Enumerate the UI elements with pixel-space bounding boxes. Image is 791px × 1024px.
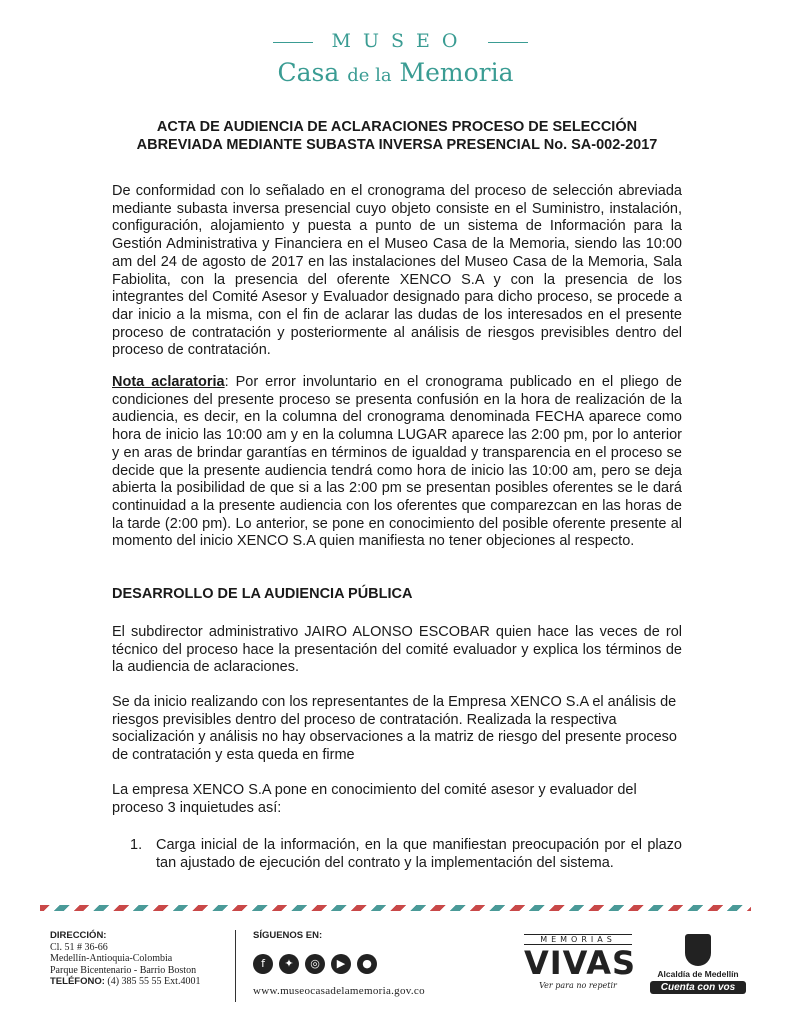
social-icons: [253, 954, 425, 974]
vivas-top-text: MEMORIAS: [524, 934, 632, 945]
title-line-1: ACTA DE AUDIENCIA DE ACLARACIONES PROCESO DE SELECCIÓN: [156, 119, 638, 135]
phone-label: TELÉFONO:: [50, 976, 105, 988]
nota-label: Nota aclaratoria: [112, 374, 225, 390]
social-label: SÍGUENOS EN:: [253, 930, 323, 941]
vivas-main-text: VIVAS: [524, 944, 637, 982]
vivas-tagline: Ver para no repetir: [539, 981, 617, 990]
facebook-icon[interactable]: f: [253, 954, 273, 974]
address-line-3: Parque Bicentenario - Barrio Boston: [50, 964, 197, 976]
list-item-text: Carga inicial de la información, en la que manifiestan preocupación por el plazo tan ajustado de ejecución del contrato y la implementación del sistema.: [156, 837, 682, 871]
instagram-icon[interactable]: ◎: [305, 954, 325, 974]
footer-address: [50, 930, 200, 988]
document-title: [112, 118, 682, 154]
logo-museo-text: MUSEO: [10, 30, 791, 52]
cuenta-con-vos-badge: Cuenta con vos: [650, 981, 746, 994]
list-item-number: 1.: [130, 837, 143, 853]
paragraph-subdirector: El subdirector administrativo JAIRO ALONSO ESCOBAR quien hace las veces de rol técnico del proceso hace la presentación del comité evaluador y explica los términos de la audiencia de aclaraciones.: [112, 624, 682, 676]
section-heading: DESARROLLO DE LA AUDIENCIA PÚBLICA: [112, 586, 413, 602]
logo-casa-text: Casa de la Memoria: [277, 58, 514, 87]
footer-divider: [235, 930, 236, 1002]
memorias-vivas-logo: [524, 934, 637, 990]
paragraph-intro: De conformidad con lo señalado en el cronograma del proceso de selección abreviada mediante subasta inversa presencial cuyo objeto consiste en el Suministro, instalación, configuración, alojamiento y puesta a punto de un sistema de Información para la Gestión Administrativa y Financiera en el Museo Casa de la Memoria, siendo las 10:00 am del 24 de agosto de 2017 en las instalaciones del Museo Casa de la Memoria, Sala Fabiolita, con la presencia del oferente XENCO S.A y con la presencia de los integrantes del Comité Asesor y Evaluador designado para dicho proceso, se procede a dar inicio a la misma, con el fin de aclarar las dudas de los interesados en el presente proceso de contratación y posteriormente al análisis de riesgos previsibles dentro del proceso de contratación.: [112, 183, 682, 359]
nota-text: : Por error involuntario en el cronograma publicado en el pliego de condiciones del presente proceso se presenta confusión en la hora de realización de la audiencia, es decir, en la columna del cronograma denominada FECHA aparece como hora de inicio las 10:00 am y en la columna LUGAR aparece las 2:00 pm, por lo anterior y en aras de brindar garantías en términos de igualdad y transparencia en el proceso se decide que la presente audiencia tendrá como hora de inicio las 10:00 am, pero se deja abierta la posibilidad de que si a las 2:00 pm se presentan posibles oferentes se le dará continuidad a la presente audiencia con los oferentes que comparezcan en las horas de la tarde (2:00 pm). Lo anterior, se pone en conocimiento del posible oferente presente al momento del inicio XENCO S.A quien manifiesta no tener objeciones al respecto.: [112, 374, 682, 550]
coat-of-arms-icon: [685, 934, 711, 966]
logo-rule-left: [273, 42, 313, 43]
phone-value: (4) 385 55 55 Ext.4001: [104, 976, 201, 988]
paragraph-inquietudes: La empresa XENCO S.A pone en conocimiento del comité asesor y evaluador del proceso 3 inquietudes así:: [112, 782, 637, 816]
flickr-icon[interactable]: ●: [357, 954, 377, 974]
alcaldia-name: Alcaldía de Medellín: [657, 969, 739, 979]
twitter-icon[interactable]: ✦: [279, 954, 299, 974]
paragraph-riesgos: Se da inicio realizando con los representantes de la Empresa XENCO S.A el análisis de riesgos previsibles dentro del proceso de contratación. Realizada la respectiva socialización y análisis no hay observaciones a la matriz de riesgo del presente proceso de contratación y esta queda en firme: [112, 694, 677, 764]
logo-rule-right: [488, 42, 528, 43]
address-line-1: Cl. 51 # 36-66: [50, 941, 108, 953]
address-label: DIRECCIÓN:: [50, 930, 107, 941]
address-line-2: Medellín-Antioquia-Colombia: [50, 953, 173, 965]
title-line-2: ABREVIADA MEDIANTE SUBASTA INVERSA PRESENCIAL No. SA-002-2017: [136, 137, 658, 153]
footer-stripe-divider: [40, 905, 751, 911]
footer-social: [253, 930, 425, 997]
youtube-icon[interactable]: ▶: [331, 954, 351, 974]
paragraph-nota: [112, 374, 682, 551]
website-link[interactable]: www.museocasadelamemoria.gov.co: [253, 984, 425, 997]
list-item: [130, 837, 682, 872]
museum-logo: [0, 30, 791, 87]
alcaldia-logo: [650, 934, 746, 994]
phone-line: [50, 976, 200, 988]
